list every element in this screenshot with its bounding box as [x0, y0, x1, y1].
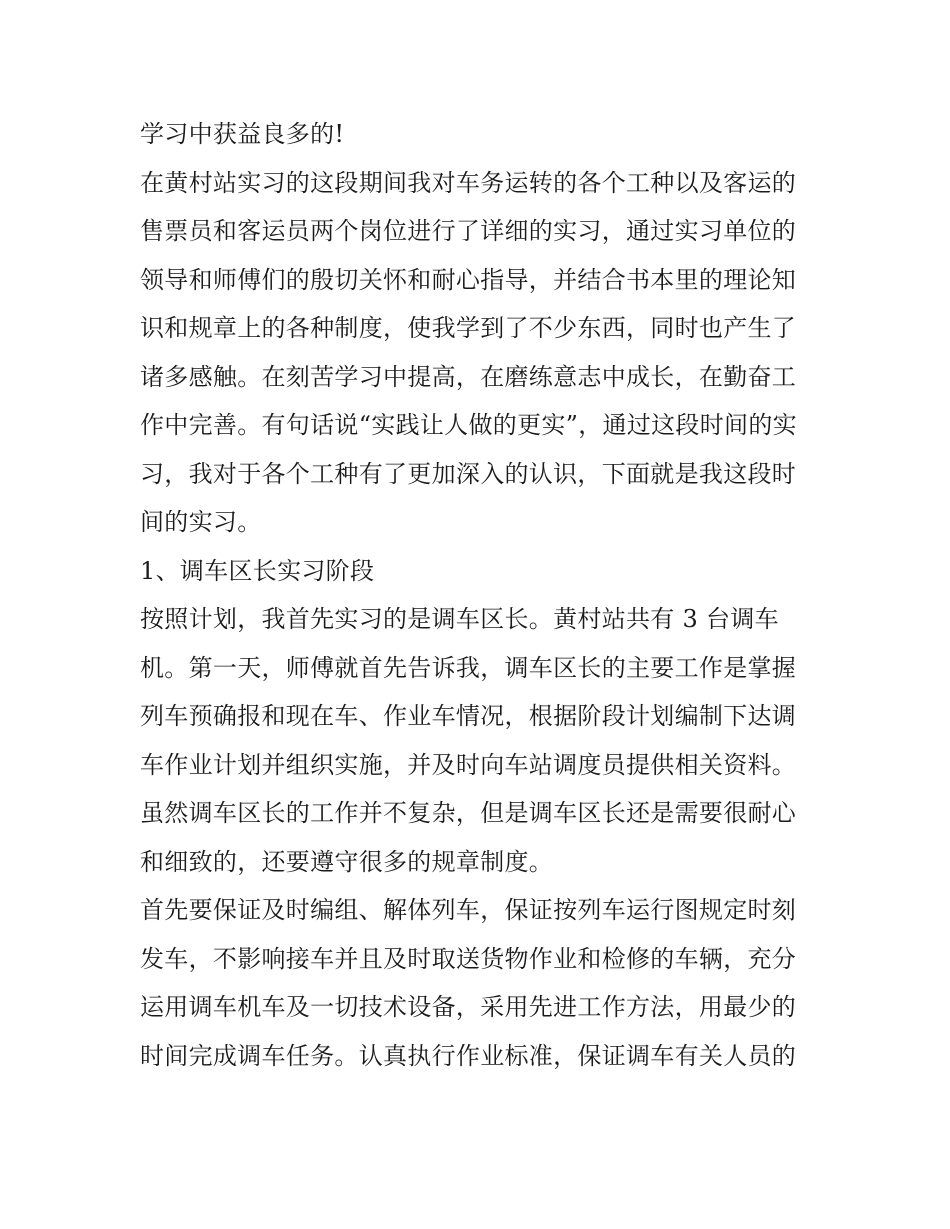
- text-line: 车作业计划并组织实施，并及时向车站调度员提供相关资料。: [140, 750, 797, 779]
- text-line: 领导和师傅们的殷切关怀和耐心指导，并结合书本里的理论知: [140, 265, 797, 294]
- text-line: 和细致的，还要遵守很多的规章制度。: [140, 847, 554, 876]
- text-line: 首先要保证及时编组、解体列车，保证按列车运行图规定时刻: [140, 896, 797, 924]
- text-line: 机。第一天，师傅就首先告诉我，调车区长的主要工作是掌握: [140, 653, 797, 682]
- text-line: 售票员和客运员两个岗位进行了详细的实习，通过实习单位的: [140, 217, 797, 245]
- text-line: 运用调车机车及一切技术设备，采用先进工作方法，用最少的: [140, 993, 797, 1021]
- text-line: 间的实习。: [140, 508, 262, 536]
- text-line: 习，我对于各个工种有了更加深入的认识，下面就是我这段时: [140, 459, 797, 488]
- document-body: [140, 110, 820, 1080]
- text-line: 发车，不影响接车并且及时取送货物作业和检修的车辆，充分: [140, 944, 797, 973]
- text-line: 在黄村站实习的这段期间我对车务运转的各个工种以及客运的: [140, 168, 797, 197]
- text-line: 作中完善。有句话说“实践让人做的更实”，通过这段时间的实: [140, 411, 797, 439]
- text-line: 诸多感触。在刻苦学习中提高，在磨练意志中成长，在勤奋工: [140, 362, 797, 391]
- text-line: 学习中获益良多的!: [140, 120, 345, 148]
- section-heading: 1、调车区长实习阶段: [140, 556, 375, 585]
- text-line: 识和规章上的各种制度，使我学到了不少东西，同时也产生了: [140, 314, 797, 342]
- text-line: 列车预确报和现在车、作业车情况，根据阶段计划编制下达调: [140, 702, 797, 730]
- text-line: 虽然调车区长的工作并不复杂，但是调车区长还是需要很耐心: [140, 799, 797, 827]
- text-line: 按照计划，我首先实习的是调车区长。黄村站共有 3 台调车: [140, 605, 779, 633]
- text-line: 时间完成调车任务。认真执行作业标准，保证调车有关人员的: [140, 1041, 797, 1070]
